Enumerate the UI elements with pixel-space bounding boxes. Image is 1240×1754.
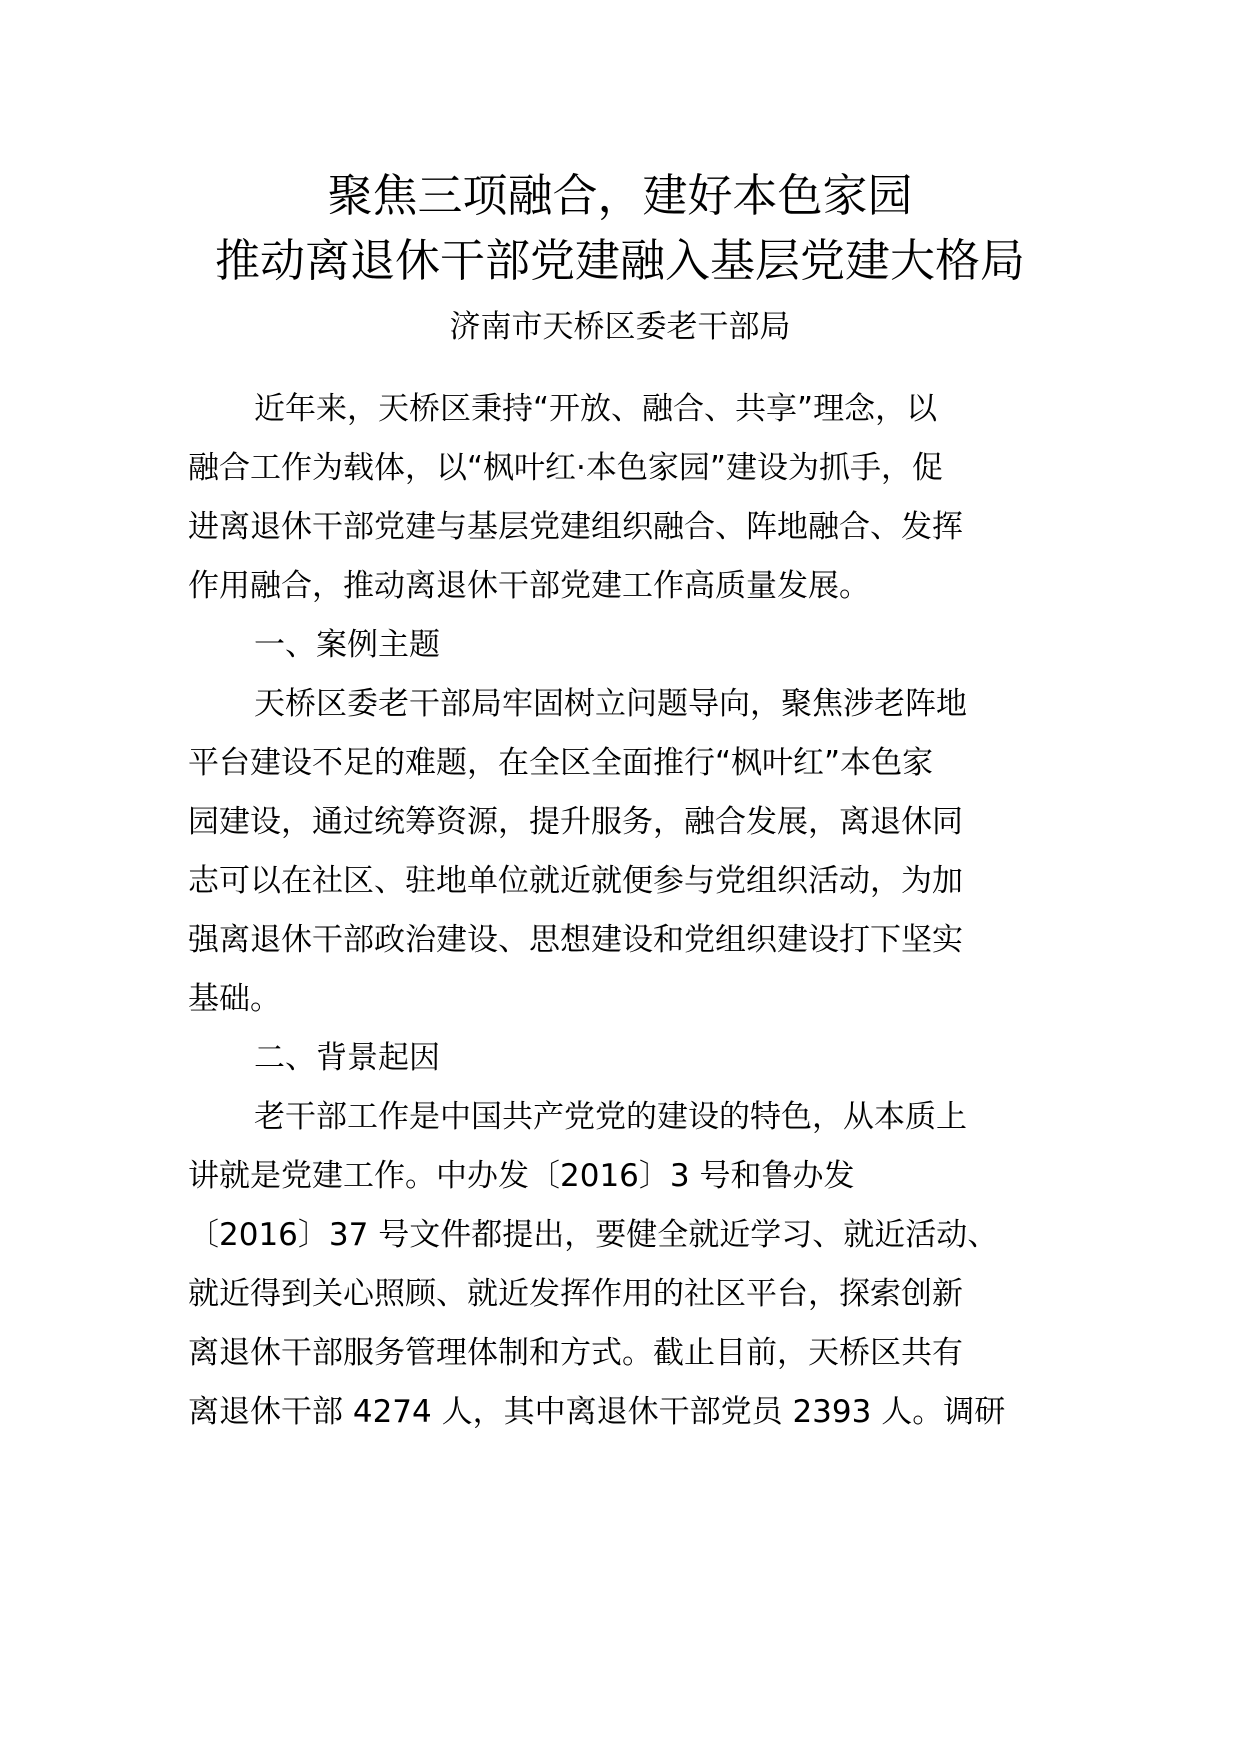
body-text-line: 强离退休干部政治建设、思想建设和党组织建设打下坚实 [188,922,963,958]
document-title-line-1: 聚焦三项融合，建好本色家园 [327,169,913,222]
section-heading: 一、案例主题 [254,627,440,663]
body-text-line: 志可以在社区、驻地单位就近就便参与党组织活动，为加 [188,863,963,899]
body-text-line: 融合工作为载体，以“枫叶红·本色家园”建设为抓手，促 [188,450,943,486]
body-text-line: 〔2016〕37 号文件都提出，要健全就近学习、就近活动、 [188,1217,999,1253]
body-text-line: 离退休干部 4274 人，其中离退休干部党员 2393 人。调研 [188,1394,1006,1430]
body-text-line: 离退休干部服务管理体制和方式。截止目前，天桥区共有 [188,1335,963,1371]
body-text-line: 老干部工作是中国共产党党的建设的特色，从本质上 [254,1099,967,1135]
body-text-line: 作用融合，推动离退休干部党建工作高质量发展。 [188,568,870,604]
body-text-line: 进离退休干部党建与基层党建组织融合、阵地融合、发挥 [188,509,963,545]
section-heading: 二、背景起因 [254,1040,440,1076]
body-text-line: 园建设，通过统筹资源，提升服务，融合发展，离退休同 [188,804,963,840]
body-text-line: 平台建设不足的难题，在全区全面推行“枫叶红”本色家 [188,745,934,781]
body-text-line: 就近得到关心照顾、就近发挥作用的社区平台，探索创新 [188,1276,963,1312]
body-text-line: 基础。 [188,981,281,1017]
body-text-line: 近年来，天桥区秉持“开放、融合、共享”理念，以 [254,391,938,427]
body-text-line: 天桥区委老干部局牢固树立问题导向，聚焦涉老阵地 [254,686,967,722]
document-author: 济南市天桥区委老干部局 [449,309,791,345]
body-text-line: 讲就是党建工作。中办发〔2016〕3 号和鲁办发 [188,1158,855,1194]
document-title-line-2: 推动离退休干部党建融入基层党建大格局 [214,234,1025,287]
